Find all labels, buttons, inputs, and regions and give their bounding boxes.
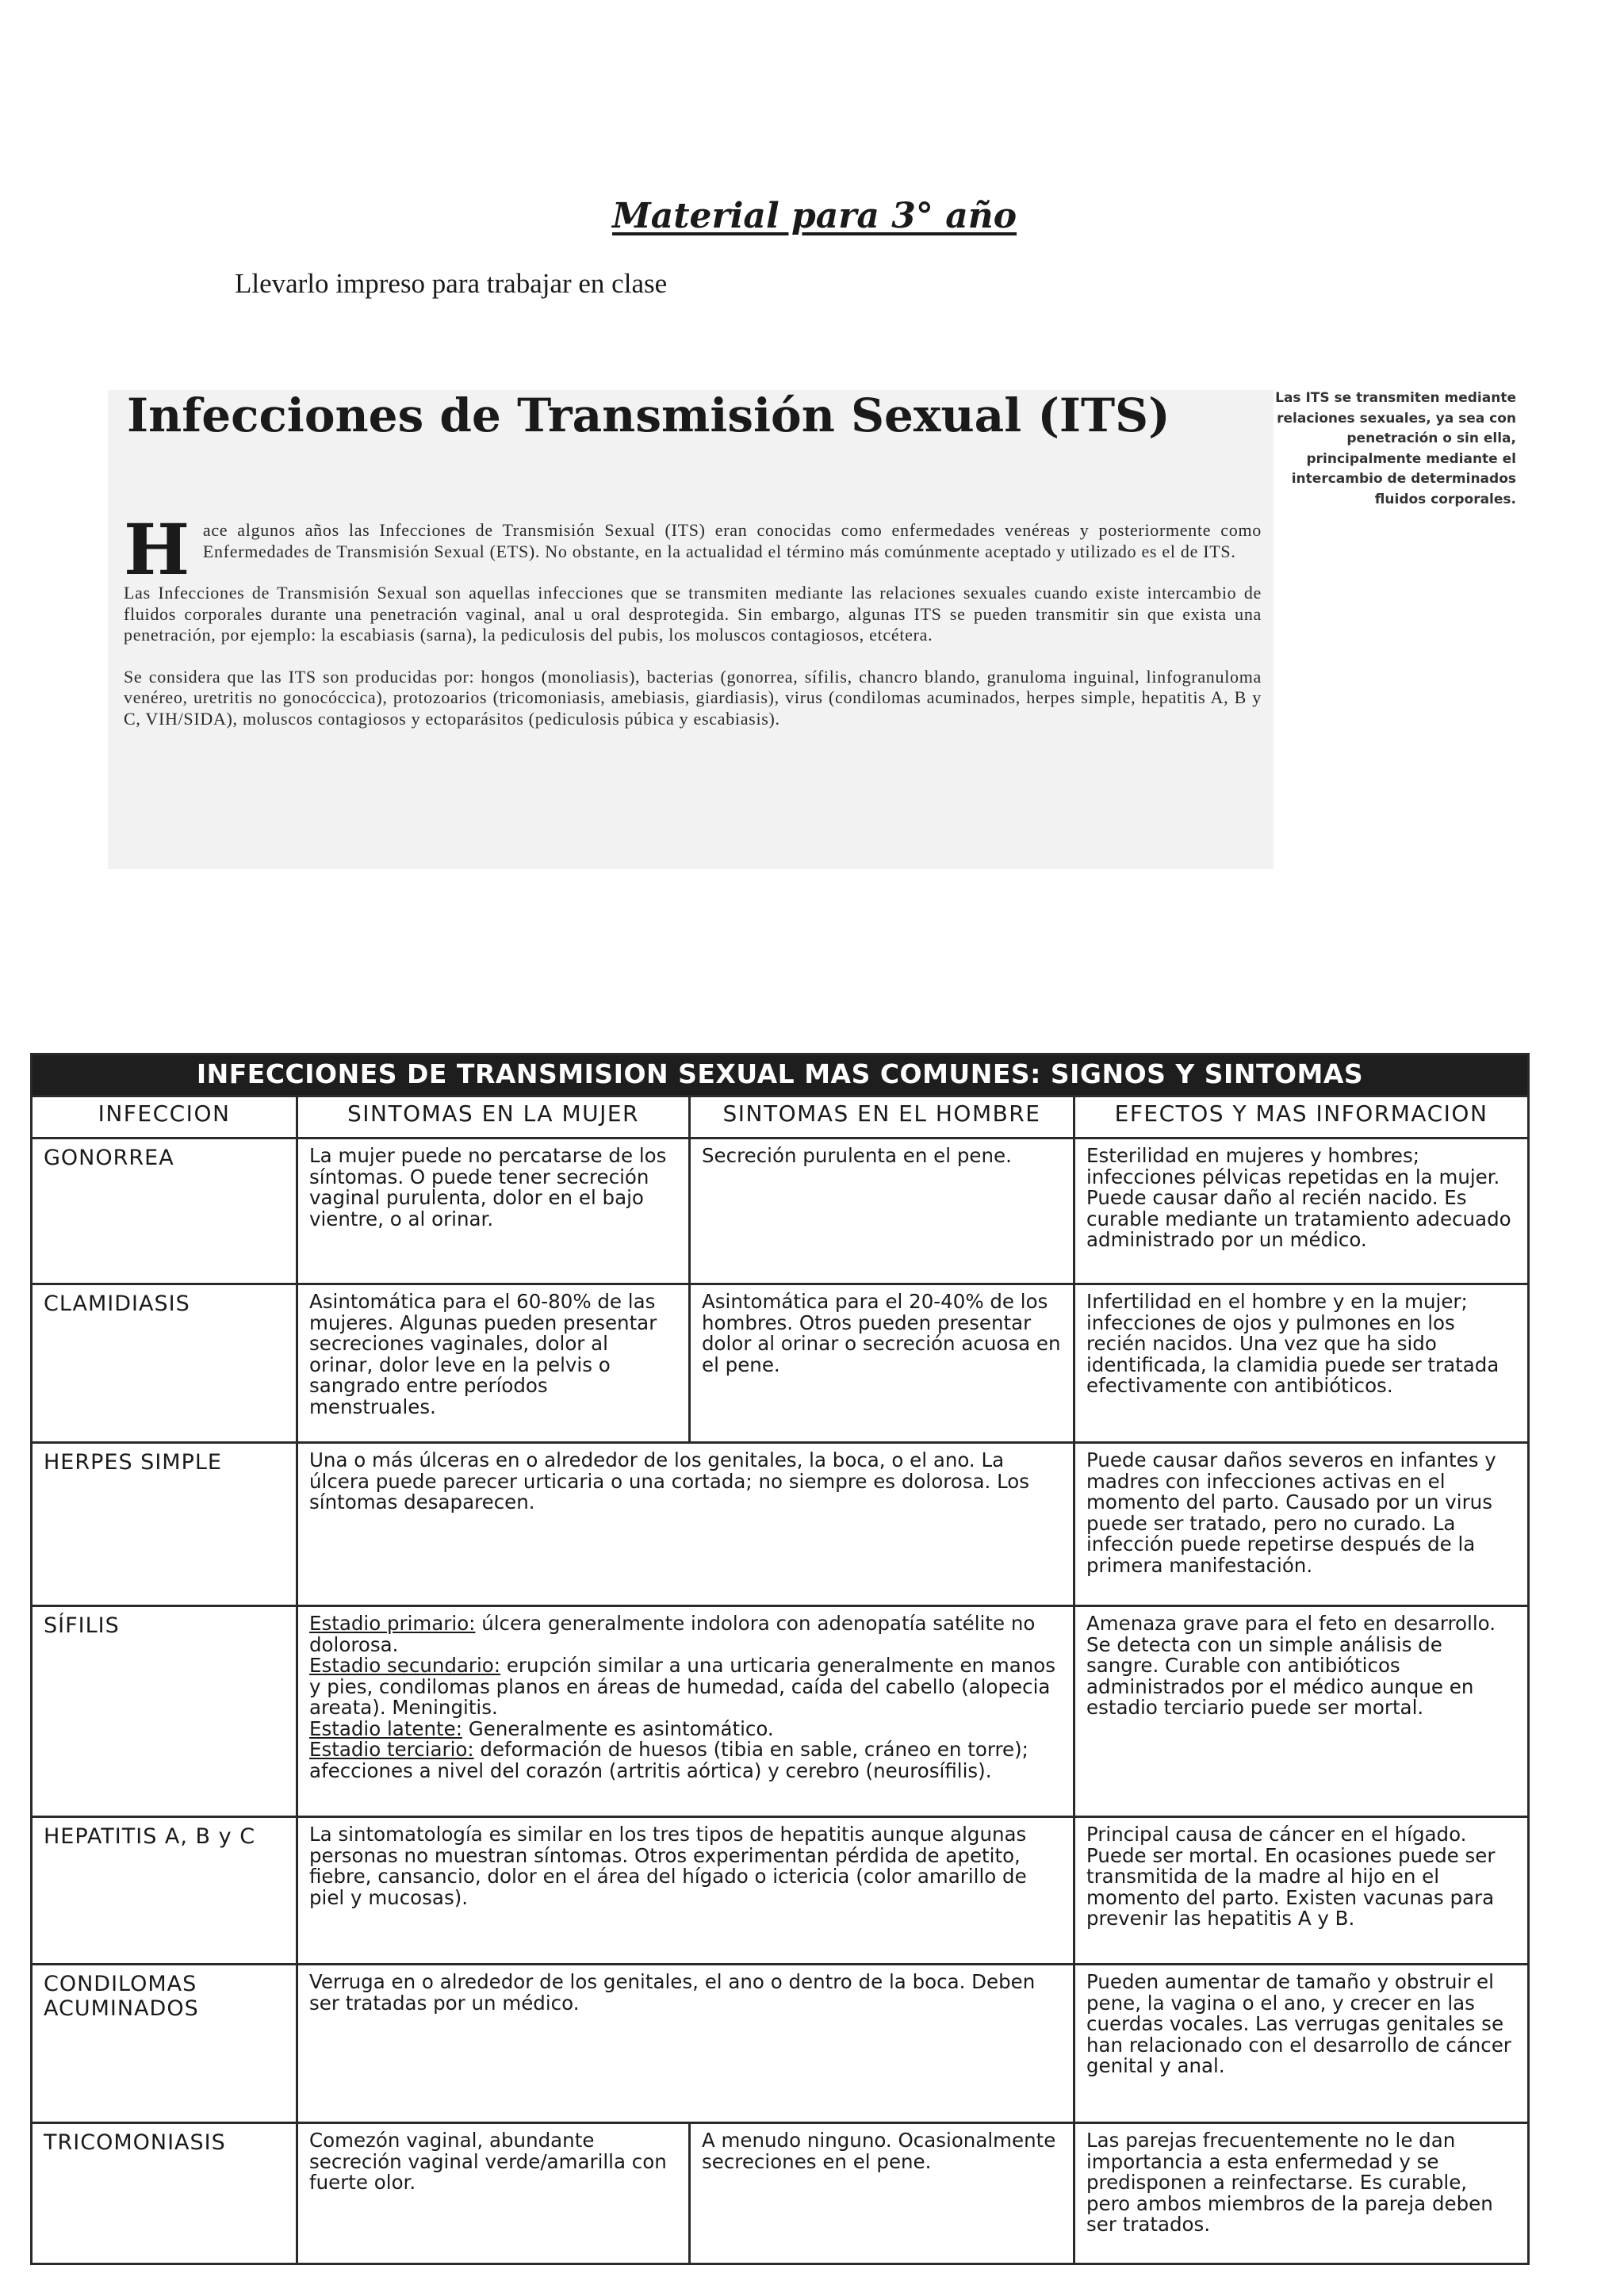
symptoms-shared: La sintomatología es similar en los tres tipos de hepatitis aunque algunas personas no muestran síntomas. Otros experimentan pérdida de apetito, fiebre, cansancio, dolor en el área del hígado o ictericia (color amarillo de piel y mucosas). (297, 1817, 1074, 1965)
column-header-infection: INFECCION (32, 1096, 297, 1138)
stage-label: Estadio terciario: (309, 1738, 474, 1761)
effects-info: Principal causa de cáncer en el hígado. Puede ser mortal. En ocasiones puede ser transmitida de la madre al hijo en el momento del parto. Existen vacunas para prevenir las hepatitis A y B. (1074, 1817, 1529, 1965)
table-title: INFECCIONES DE TRANSMISION SEXUAL MAS COMUNES: SIGNOS Y SINTOMAS (32, 1054, 1529, 1096)
infection-name: SÍFILIS (32, 1606, 297, 1817)
stage-text: úlcera generalmente indolora con adenopatía satélite no dolorosa. (309, 1612, 1036, 1656)
page-subtitle: Llevarlo impreso para trabajar en clase (235, 268, 668, 299)
stage-label: Estadio latente: (309, 1716, 462, 1740)
infection-name: CONDILOMAS ACUMINADOS (32, 1965, 297, 2123)
article-paragraph: Las Infecciones de Transmisión Sexual son aquellas infecciones que se transmiten mediante las relaciones sexuales cuando existe intercambio de fluidos corporales durante una penetración vaginal, anal u oral desprotegida. Sin embargo, algunas ITS se pueden transmitir sin que exista una penetración, por ejemplo: la escabiasis (sarna), la pediculosis del pubis, los moluscos contagiosos, etcétera. (124, 583, 1262, 645)
article-paragraph: Se considera que las ITS son producidas por: hongos (monoliasis), bacterias (gonorrea, sífilis, chancro blando, granuloma inguinal, linfogranuloma venéreo, uretritis no gonocóccica), protozoarios (tricomoniasis, amebiasis, giardiasis), virus (condilomas acuminados, herpes simple, hepatitis A, B y C, VIH/SIDA), moluscos contagiosos y ectoparásitos (pediculosis púbica y escabiasis). (124, 666, 1262, 729)
stage-label: Estadio primario: (309, 1612, 476, 1635)
drop-cap: H (124, 508, 190, 591)
table-row (32, 1284, 1529, 1443)
symptoms-women: Asintomática para el 60-80% de las mujeres. Algunas pueden presentar secreciones vaginales, dolor al orinar, dolor leve en la pelvis o sangrado entre períodos menstruales. (297, 1284, 690, 1443)
stage-text: erupción similar a una urticaria generalmente en manos y pies, condilomas planos en áreas de humedad, caída del cabello (alopecia areata). Meningitis. (309, 1654, 1056, 1719)
symptoms-men: A menudo ninguno. Ocasionalmente secreciones en el pene. (690, 2123, 1074, 2264)
article-scan (108, 390, 1274, 869)
syphilis-stage (309, 1613, 1062, 1655)
infection-name: CLAMIDIASIS (32, 1284, 297, 1443)
effects-info: Infertilidad en el hombre y en la mujer; infecciones de ojos y pulmones en los recién nacidos. Una vez que ha sido identificada, la clamidia puede ser tratada efectivamente con antibióticos. (1074, 1284, 1529, 1443)
infection-name: GONORREA (32, 1138, 297, 1284)
effects-info: Puede causar daños severos en infantes y madres con infecciones activas en el momento del parto. Causado por un virus puede ser tratado, pero no curado. La infección puede repetirse después de la primera manifestación. (1074, 1443, 1529, 1606)
symptoms-shared: Verruga en o alrededor de los genitales, el ano o dentro de la boca. Deben ser tratadas por un médico. (297, 1965, 1074, 2123)
article-paragraph-text: ace algunos años las Infecciones de Transmisión Sexual (ITS) eran conocidas como enfermedades venéreas y posteriormente como Enfermedades de Transmisión Sexual (ETS). No obstante, en la actualidad el término más comúnmente aceptado y utilizado es el de ITS. (202, 520, 1262, 561)
column-header-effects: EFECTOS Y MAS INFORMACION (1074, 1096, 1529, 1138)
article-heading: Infecciones de Transmisión Sexual (ITS) (127, 388, 1170, 442)
column-header-women: SINTOMAS EN LA MUJER (297, 1096, 690, 1138)
stage-text: Generalmente es asintomático. (462, 1716, 774, 1740)
symptoms-men: Asintomática para el 20-40% de los hombres. Otros pueden presentar dolor al orinar o secreción acuosa en el pene. (690, 1284, 1074, 1443)
syphilis-stage (309, 1716, 1062, 1740)
symptoms-men: Secreción purulenta en el pene. (690, 1138, 1074, 1284)
table-row (32, 1443, 1529, 1606)
symptoms-women: Comezón vaginal, abundante secreción vaginal verde/amarilla con fuerte olor. (297, 2123, 690, 2264)
article-body (124, 508, 1262, 750)
sidebar-note: Las ITS se transmiten mediante relaciones sexuales, ya sea con penetración o sin ella, principalmente mediante el intercambio de determinados fluidos corporales. (1275, 390, 1516, 507)
effects-info: Las parejas frecuentemente no le dan importancia a esta enfermedad y se predisponen a reinfectarse. Es curable, pero ambos miembros de la pareja deben ser tratados. (1074, 2123, 1529, 2264)
symptoms-shared: Una o más úlceras en o alrededor de los genitales, la boca, o el ano. La úlcera puede parecer urticaria o una cortada; no siempre es dolorosa. Los síntomas desaparecen. (297, 1443, 1074, 1606)
effects-info: Pueden aumentar de tamaño y obstruir el pene, la vagina o el ano, y crecer en las cuerdas vocales. Las verrugas genitales se han relacionado con el desarrollo de cáncer genital y anal. (1074, 1965, 1529, 2123)
page-title: Material para 3° año (612, 196, 1017, 236)
stage-text: deformación de huesos (tibia en sable, cráneo en torre); afecciones a nivel del corazón (artritis aórtica) y cerebro (neurosífilis). (309, 1738, 1028, 1782)
stage-label: Estadio secundario: (309, 1654, 501, 1677)
infection-name: TRICOMONIASIS (32, 2123, 297, 2264)
sti-table (30, 1053, 1530, 2265)
table-row (32, 1138, 1529, 1284)
infection-name: HERPES SIMPLE (32, 1443, 297, 1606)
table-row (32, 2123, 1529, 2264)
syphilis-stage (309, 1739, 1062, 1781)
infection-name: HEPATITIS A, B y C (32, 1817, 297, 1965)
effects-info: Amenaza grave para el feto en desarrollo. Se detecta con un simple análisis de sangre. Curable con antibióticos administrados por el médico aunque en estadio terciario puede ser mortal. (1074, 1606, 1529, 1817)
table-row (32, 1817, 1529, 1965)
column-header-men: SINTOMAS EN EL HOMBRE (690, 1096, 1074, 1138)
table-row (32, 1965, 1529, 2123)
effects-info: Esterilidad en mujeres y hombres; infecciones pélvicas repetidas en la mujer. Puede causar daño al recién nacido. Es curable mediante un tratamiento adecuado administrado por un médico. (1074, 1138, 1529, 1284)
table-row (32, 1606, 1529, 1817)
syphilis-stage (309, 1655, 1062, 1719)
symptoms-women: La mujer puede no percatarse de los síntomas. O puede tener secreción vaginal purulenta, dolor en el bajo vientre, o al orinar. (297, 1138, 690, 1284)
article-paragraph (124, 508, 1262, 591)
symptoms-shared (297, 1606, 1074, 1817)
